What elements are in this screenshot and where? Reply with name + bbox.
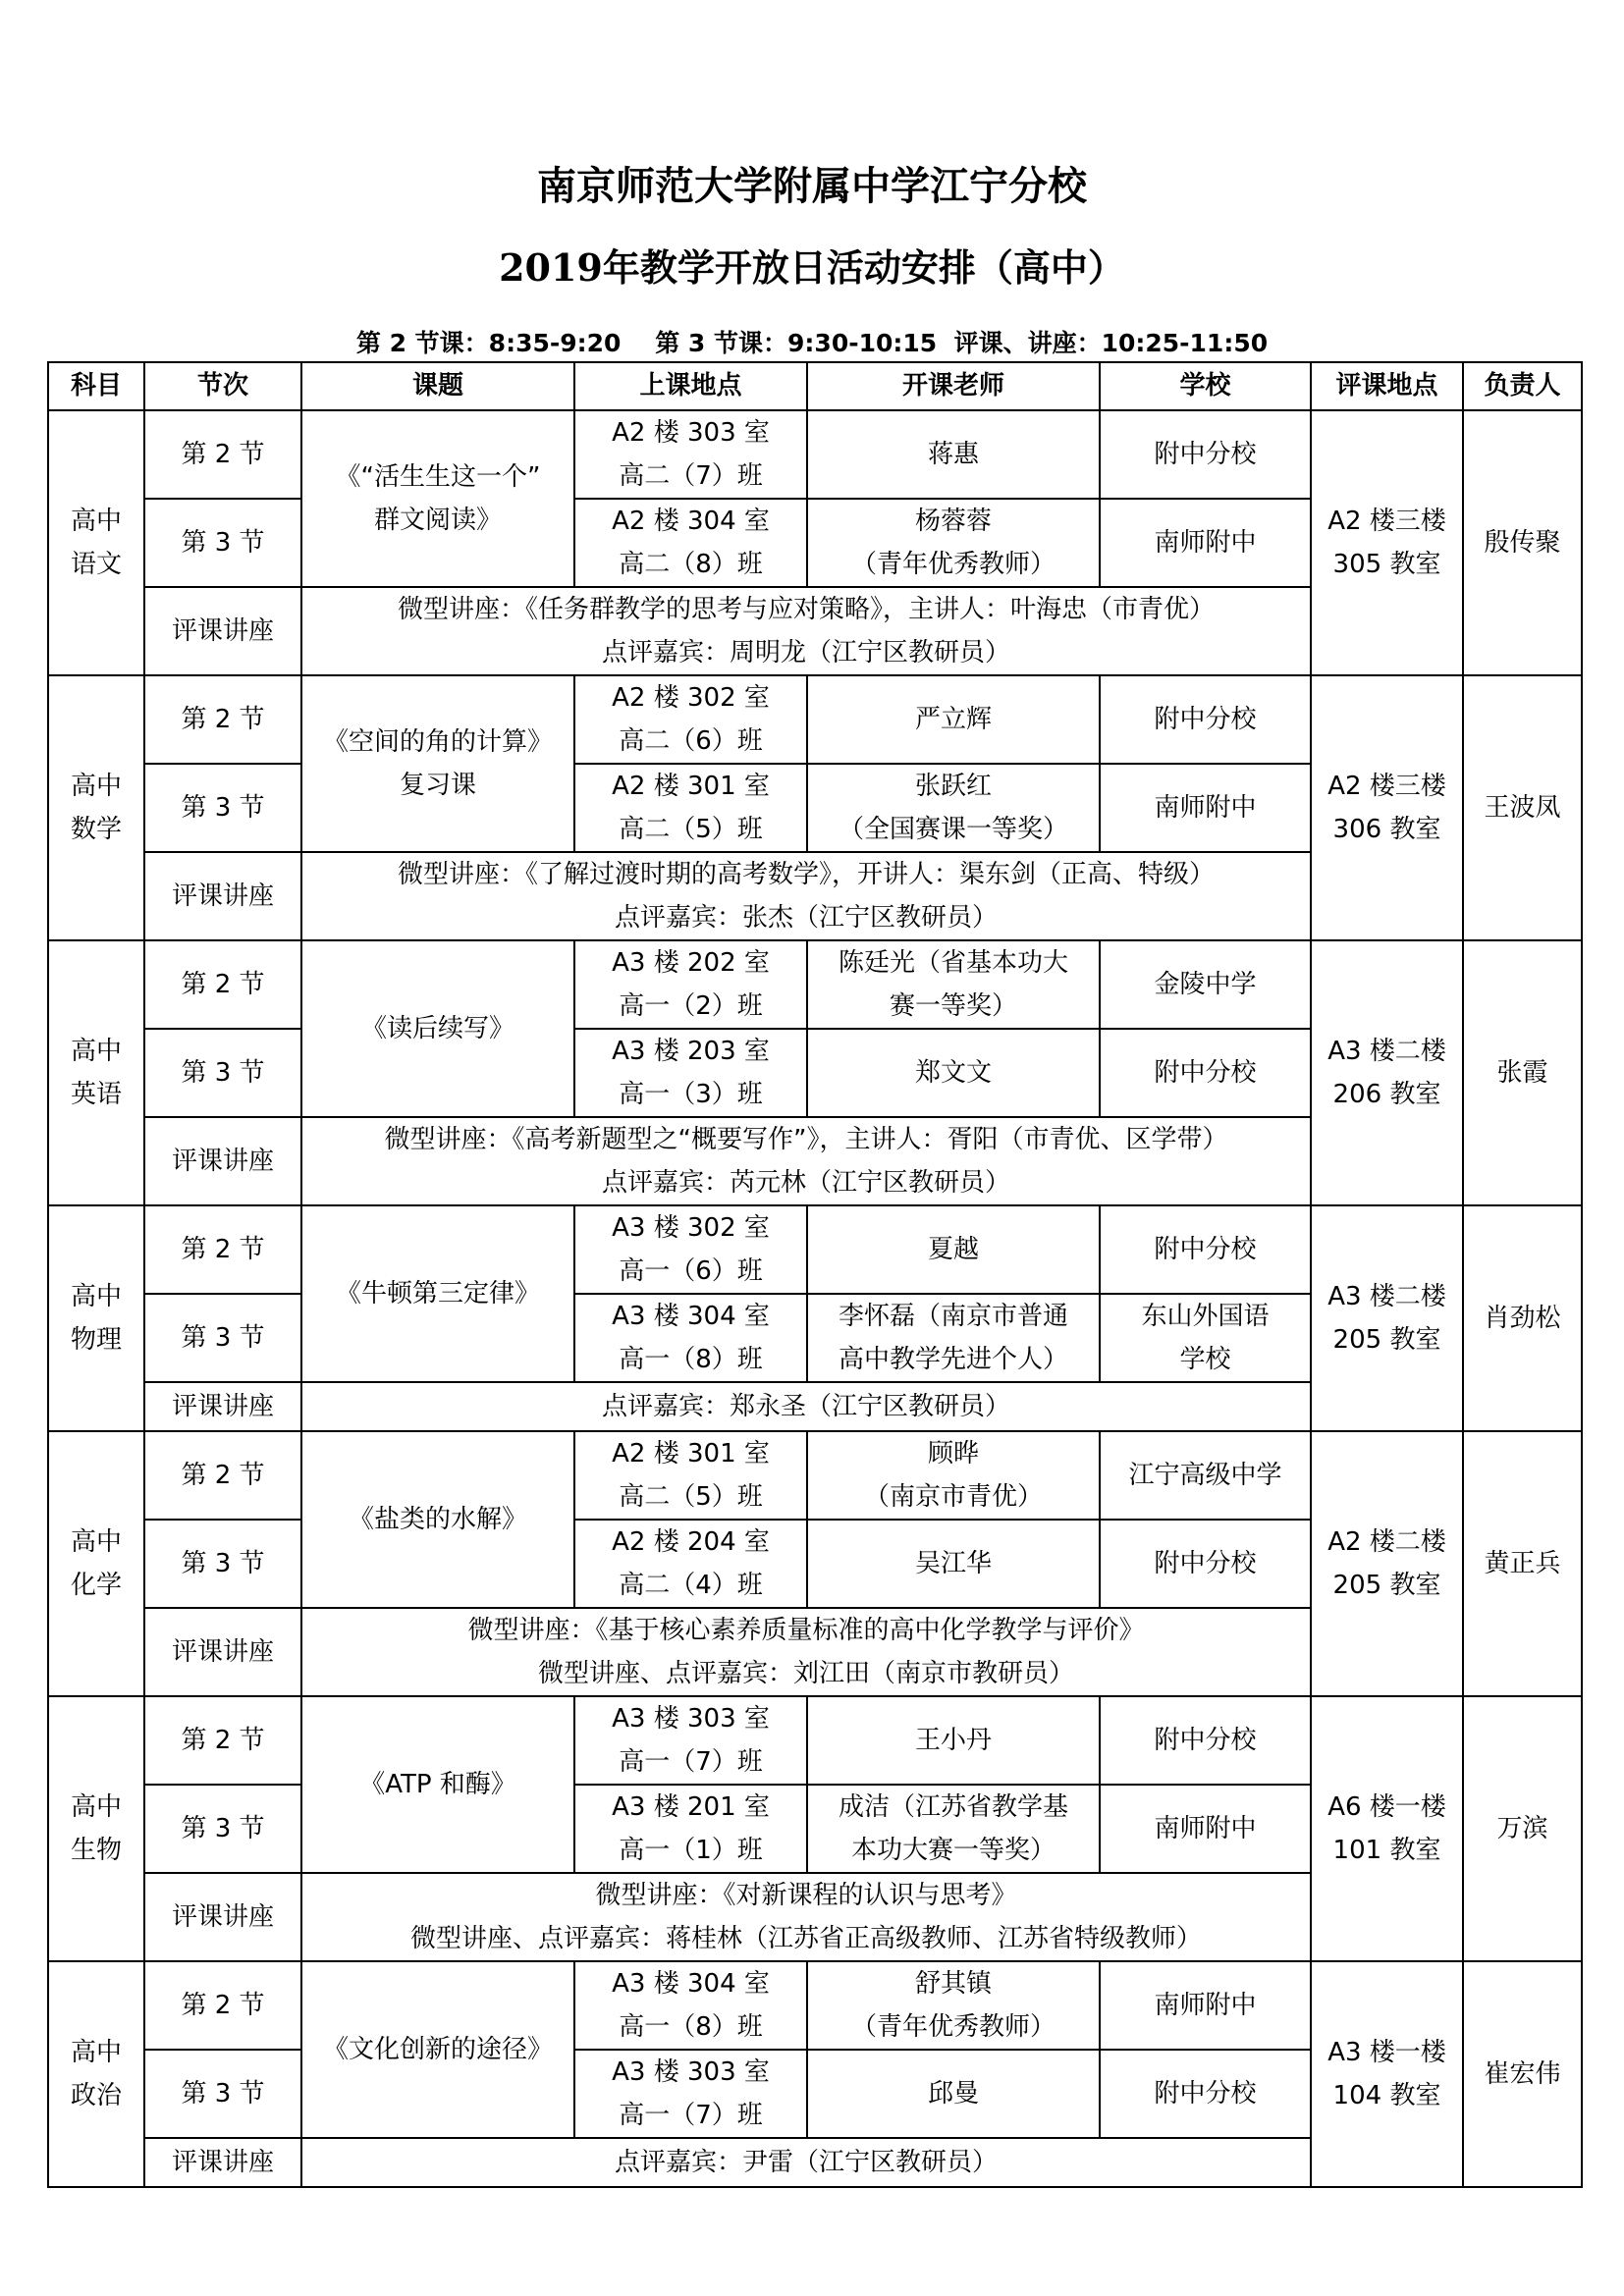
review-cell <box>301 2138 1311 2187</box>
subject-cell-line: 高中 <box>70 1037 122 1066</box>
review-location-cell-line: A3 楼二楼 <box>1327 1282 1446 1311</box>
subject-cell <box>48 1205 144 1431</box>
teacher-cell-line: 赛一等奖） <box>889 991 1017 1021</box>
review-cell-line: 点评嘉宾：郑永圣（江宁区教研员） <box>601 1392 1010 1421</box>
period-label: 第 3 节 <box>144 1029 301 1117</box>
period-label: 第 3 节 <box>144 499 301 587</box>
topic-cell <box>301 675 574 852</box>
header-cell: 科目 <box>48 362 144 410</box>
period-label: 第 2 节 <box>144 410 301 499</box>
teacher-cell-line: 李怀磊（南京市普通 <box>838 1302 1068 1331</box>
school-cell-line: 附中分校 <box>1154 2079 1257 2109</box>
room-cell-line: 高一（2）班 <box>619 991 763 1021</box>
topic-cell-line: 《空间的角的计算》 <box>322 727 553 757</box>
room-cell <box>574 1294 807 1382</box>
subject-cell-line: 高中 <box>70 772 122 801</box>
teacher-cell-line: 吴江华 <box>914 1549 992 1578</box>
subject-cell <box>48 1431 144 1696</box>
room-cell-line: 高二（5）班 <box>619 815 763 844</box>
room-cell-line: 高二（8）班 <box>619 550 763 579</box>
room-cell-line: 高二（7）班 <box>619 461 763 491</box>
period-label: 第 2 节 <box>144 675 301 764</box>
review-cell-line: 微型讲座：《高考新题型之“概要写作”》，主讲人：胥阳（市青优、区学带） <box>384 1125 1228 1154</box>
school-cell-line: 学校 <box>1179 1345 1231 1374</box>
review-cell-line: 微型讲座：《对新课程的认识与思考》 <box>595 1881 1017 1910</box>
review-location-cell-line: 104 教室 <box>1332 2081 1441 2110</box>
room-cell <box>574 675 807 764</box>
review-location-cell-line: A6 楼一楼 <box>1327 1792 1446 1822</box>
review-location-cell-line: A3 楼一楼 <box>1327 2038 1446 2067</box>
person-in-charge: 王波凤 <box>1463 675 1582 940</box>
room-cell-line: A3 楼 304 室 <box>612 1969 770 1999</box>
review-location-cell-line: 205 教室 <box>1332 1571 1441 1600</box>
person-in-charge: 崔宏伟 <box>1463 1961 1582 2187</box>
topic-cell <box>301 1696 574 1873</box>
teacher-cell-line: （青年优秀教师） <box>850 2012 1056 2042</box>
room-cell-line: 高一（3）班 <box>619 1080 763 1109</box>
room-cell <box>574 410 807 499</box>
review-cell-line: 点评嘉宾：芮元林（江宁区教研员） <box>601 1168 1010 1198</box>
subject-cell <box>48 940 144 1205</box>
room-cell-line: A2 楼 301 室 <box>612 1439 770 1468</box>
review-location-cell-line: A2 楼三楼 <box>1327 507 1446 536</box>
teacher-cell <box>807 1029 1100 1117</box>
period-label: 评课讲座 <box>144 2138 301 2187</box>
review-location-cell <box>1311 1431 1463 1696</box>
period-label: 评课讲座 <box>144 1117 301 1205</box>
school-cell-line: 附中分校 <box>1154 1235 1257 1264</box>
subject-row-period-2 <box>48 940 1582 1029</box>
teacher-cell-line: （青年优秀教师） <box>850 550 1056 579</box>
topic-cell <box>301 1961 574 2138</box>
review-cell-line: 点评嘉宾：周明龙（江宁区教研员） <box>601 638 1010 667</box>
header-cell: 学校 <box>1100 362 1311 410</box>
room-cell-line: 高二（4）班 <box>619 1571 763 1600</box>
room-cell-line: A2 楼 304 室 <box>612 507 770 536</box>
teacher-cell-line: （全国赛课一等奖） <box>838 815 1068 844</box>
document-title: 南京师范大学附属中学江宁分校 <box>537 163 1087 209</box>
room-cell-line: A3 楼 203 室 <box>612 1037 770 1066</box>
period-label: 第 3 节 <box>144 1294 301 1382</box>
review-location-cell-line: A2 楼二楼 <box>1327 1527 1446 1557</box>
subject-cell-line: 高中 <box>70 1282 122 1311</box>
room-cell-line: 高一（7）班 <box>619 2101 763 2130</box>
review-cell <box>301 1117 1311 1205</box>
subject-cell-line: 高中 <box>70 2038 122 2067</box>
teacher-cell <box>807 1696 1100 1785</box>
subject-cell-line: 生物 <box>70 1836 122 1865</box>
person-in-charge: 殷传聚 <box>1463 410 1582 675</box>
header-cell: 开课老师 <box>807 362 1100 410</box>
room-cell <box>574 1205 807 1294</box>
school-cell-line: 南师附中 <box>1154 528 1257 558</box>
subject-row-period-2 <box>48 675 1582 764</box>
review-cell <box>301 1382 1311 1431</box>
activity-table <box>47 361 1583 2188</box>
subject-cell-line: 物理 <box>70 1325 122 1355</box>
period-label: 第 2 节 <box>144 1696 301 1785</box>
teacher-cell <box>807 1431 1100 1520</box>
topic-cell-line: 群文阅读》 <box>373 506 502 535</box>
teacher-cell-line: 郑文文 <box>914 1058 992 1088</box>
teacher-cell <box>807 2050 1100 2138</box>
topic-cell-line: 《ATP 和酶》 <box>359 1770 516 1799</box>
school-cell <box>1100 2050 1311 2138</box>
review-cell-line: 微型讲座：《基于核心素养质量标准的高中化学教学与评价》 <box>467 1616 1145 1645</box>
school-cell <box>1100 1205 1311 1294</box>
review-location-cell-line: 305 教室 <box>1332 550 1441 579</box>
school-cell <box>1100 410 1311 499</box>
school-cell <box>1100 940 1311 1029</box>
teacher-cell-line: 王小丹 <box>914 1726 992 1755</box>
subject-cell-line: 高中 <box>70 1792 122 1822</box>
review-location-cell-line: 306 教室 <box>1332 815 1441 844</box>
topic-cell-line: 《盐类的水解》 <box>348 1505 527 1534</box>
person-in-charge: 万滨 <box>1463 1696 1582 1961</box>
topic-cell <box>301 940 574 1117</box>
header-cell: 负责人 <box>1463 362 1582 410</box>
review-cell <box>301 587 1311 675</box>
period-label: 评课讲座 <box>144 1873 301 1961</box>
school-cell-line: 南师附中 <box>1154 1991 1257 2020</box>
subject-cell-line: 英语 <box>70 1080 122 1109</box>
review-cell-line: 微型讲座：《了解过渡时期的高考数学》，开讲人：渠东剑（正高、特级） <box>397 860 1215 889</box>
room-cell-line: 高一（8）班 <box>619 1345 763 1374</box>
room-cell-line: 高一（6）班 <box>619 1256 763 1286</box>
subject-row-period-2 <box>48 1696 1582 1785</box>
room-cell-line: 高二（6）班 <box>619 726 763 756</box>
room-cell-line: A3 楼 303 室 <box>612 1704 770 1734</box>
school-cell-line: 南师附中 <box>1154 1814 1257 1843</box>
header-cell: 节次 <box>144 362 301 410</box>
school-cell <box>1100 1961 1311 2050</box>
review-location-cell <box>1311 410 1463 675</box>
school-cell-line: 附中分校 <box>1154 705 1257 734</box>
topic-cell-line: 《“活生生这一个” <box>335 462 541 492</box>
teacher-cell-line: 张跃红 <box>914 772 992 801</box>
topic-cell-line: 《文化创新的途径》 <box>322 2035 553 2064</box>
topic-cell <box>301 1205 574 1382</box>
topic-cell <box>301 1431 574 1608</box>
school-cell <box>1100 499 1311 587</box>
document-subtitle: 2019年教学开放日活动安排（高中） <box>499 245 1125 290</box>
subject-row-period-2 <box>48 1205 1582 1294</box>
subject-row-period-2 <box>48 1961 1582 2050</box>
teacher-cell <box>807 764 1100 852</box>
person-in-charge: 肖劲松 <box>1463 1205 1582 1431</box>
review-location-cell-line: A2 楼三楼 <box>1327 772 1446 801</box>
teacher-cell <box>807 1205 1100 1294</box>
teacher-cell-line: 顾晔 <box>927 1439 979 1468</box>
teacher-cell <box>807 1961 1100 2050</box>
review-cell-line: 微型讲座、点评嘉宾：蒋桂林（江苏省正高级教师、江苏省特级教师） <box>409 1924 1202 1953</box>
schedule-times: 第 2 节课：8:35-9:20 第 3 节课：9:30-10:15 评课、讲座：10:25-11:50 <box>355 329 1269 357</box>
school-cell-line: 附中分校 <box>1154 1726 1257 1755</box>
period-label: 第 2 节 <box>144 1431 301 1520</box>
teacher-cell <box>807 675 1100 764</box>
subject-cell-line: 数学 <box>70 815 122 844</box>
subject-cell-line: 高中 <box>70 507 122 536</box>
period-label: 第 2 节 <box>144 1961 301 2050</box>
subject-cell <box>48 675 144 940</box>
topic-cell-line: 《牛顿第三定律》 <box>335 1279 540 1308</box>
room-cell <box>574 940 807 1029</box>
teacher-cell <box>807 499 1100 587</box>
school-cell-line: 附中分校 <box>1154 1058 1257 1088</box>
review-location-cell <box>1311 1961 1463 2187</box>
person-in-charge: 黄正兵 <box>1463 1431 1582 1696</box>
school-cell <box>1100 1520 1311 1608</box>
room-cell <box>574 1785 807 1873</box>
period-label: 评课讲座 <box>144 587 301 675</box>
room-cell-line: A3 楼 201 室 <box>612 1792 770 1822</box>
review-cell <box>301 1608 1311 1696</box>
teacher-cell <box>807 410 1100 499</box>
room-cell-line: A2 楼 303 室 <box>612 418 770 448</box>
school-cell <box>1100 1294 1311 1382</box>
school-cell <box>1100 1696 1311 1785</box>
review-location-cell <box>1311 940 1463 1205</box>
topic-cell <box>301 410 574 587</box>
review-location-cell-line: 206 教室 <box>1332 1080 1441 1109</box>
review-location-cell <box>1311 1696 1463 1961</box>
teacher-cell <box>807 1785 1100 1873</box>
room-cell <box>574 1696 807 1785</box>
school-cell-line: 附中分校 <box>1154 1549 1257 1578</box>
topic-cell-line: 《读后续写》 <box>360 1014 514 1043</box>
school-cell <box>1100 1431 1311 1520</box>
period-label: 评课讲座 <box>144 1608 301 1696</box>
teacher-cell <box>807 1294 1100 1382</box>
header-cell: 课题 <box>301 362 574 410</box>
room-cell-line: A3 楼 302 室 <box>612 1213 770 1243</box>
teacher-cell-line: 蒋惠 <box>927 440 979 469</box>
header-cell: 评课地点 <box>1311 362 1463 410</box>
teacher-cell-line: 杨蓉蓉 <box>914 507 992 536</box>
room-cell-line: 高一（7）班 <box>619 1747 763 1777</box>
subject-cell-line: 政治 <box>70 2081 122 2110</box>
room-cell <box>574 1961 807 2050</box>
subject-row-period-2 <box>48 1431 1582 1520</box>
topic-cell-line: 复习课 <box>399 771 476 800</box>
teacher-cell-line: 舒其镇 <box>914 1969 992 1999</box>
room-cell-line: 高一（8）班 <box>619 2012 763 2042</box>
review-location-cell <box>1311 675 1463 940</box>
header-cell: 上课地点 <box>574 362 807 410</box>
review-cell-line: 微型讲座：《任务群教学的思考与应对策略》，主讲人：叶海忠（市青优） <box>397 595 1215 624</box>
period-label: 第 3 节 <box>144 2050 301 2138</box>
period-label: 第 2 节 <box>144 940 301 1029</box>
teacher-cell <box>807 1520 1100 1608</box>
table-body <box>48 410 1582 2187</box>
period-label: 第 3 节 <box>144 764 301 852</box>
school-cell <box>1100 1785 1311 1873</box>
period-label: 第 2 节 <box>144 1205 301 1294</box>
room-cell <box>574 764 807 852</box>
room-cell-line: A2 楼 301 室 <box>612 772 770 801</box>
room-cell <box>574 499 807 587</box>
header-row <box>48 362 1582 410</box>
subject-cell <box>48 410 144 675</box>
subject-cell <box>48 1696 144 1961</box>
review-cell-line: 微型讲座、点评嘉宾：刘江田（南京市教研员） <box>537 1659 1074 1688</box>
school-cell-line: 附中分校 <box>1154 440 1257 469</box>
room-cell <box>574 2050 807 2138</box>
review-location-cell-line: A3 楼二楼 <box>1327 1037 1446 1066</box>
period-label: 评课讲座 <box>144 852 301 940</box>
school-cell-line: 金陵中学 <box>1154 970 1257 999</box>
room-cell <box>574 1431 807 1520</box>
room-cell-line: A2 楼 204 室 <box>612 1527 770 1557</box>
subject-cell-line: 高中 <box>70 1527 122 1557</box>
teacher-cell-line: 严立辉 <box>914 705 992 734</box>
teacher-cell-line: 成洁（江苏省教学基 <box>838 1792 1068 1822</box>
teacher-cell-line: （南京市青优） <box>863 1482 1043 1512</box>
person-in-charge: 张霞 <box>1463 940 1582 1205</box>
subject-cell <box>48 1961 144 2187</box>
room-cell-line: 高二（5）班 <box>619 1482 763 1512</box>
teacher-cell <box>807 940 1100 1029</box>
school-cell <box>1100 1029 1311 1117</box>
teacher-cell-line: 本功大赛一等奖） <box>850 1836 1056 1865</box>
school-cell-line: 江宁高级中学 <box>1128 1461 1282 1490</box>
review-cell <box>301 852 1311 940</box>
teacher-cell-line: 邱曼 <box>927 2079 979 2109</box>
room-cell-line: A3 楼 303 室 <box>612 2057 770 2087</box>
period-label: 评课讲座 <box>144 1382 301 1431</box>
period-label: 第 3 节 <box>144 1520 301 1608</box>
room-cell-line: A3 楼 304 室 <box>612 1302 770 1331</box>
room-cell-line: A2 楼 302 室 <box>612 683 770 713</box>
review-location-cell-line: 101 教室 <box>1332 1836 1441 1865</box>
school-cell <box>1100 675 1311 764</box>
school-cell-line: 南师附中 <box>1154 793 1257 823</box>
subject-row-period-2 <box>48 410 1582 499</box>
review-cell-line: 点评嘉宾：张杰（江宁区教研员） <box>614 903 998 933</box>
period-label: 第 3 节 <box>144 1785 301 1873</box>
room-cell-line: 高一（1）班 <box>619 1836 763 1865</box>
room-cell <box>574 1029 807 1117</box>
subject-cell-line: 化学 <box>70 1571 122 1600</box>
school-cell-line: 东山外国语 <box>1141 1302 1270 1331</box>
subject-cell-line: 语文 <box>70 550 122 579</box>
review-cell-line: 点评嘉宾：尹雷（江宁区教研员） <box>614 2148 998 2177</box>
room-cell <box>574 1520 807 1608</box>
teacher-cell-line: 夏越 <box>927 1235 979 1264</box>
review-location-cell-line: 205 教室 <box>1332 1325 1441 1355</box>
review-cell <box>301 1873 1311 1961</box>
room-cell-line: A3 楼 202 室 <box>612 948 770 978</box>
teacher-cell-line: 陈廷光（省基本功大 <box>838 948 1068 978</box>
review-location-cell <box>1311 1205 1463 1431</box>
teacher-cell-line: 高中教学先进个人） <box>838 1345 1068 1374</box>
school-cell <box>1100 764 1311 852</box>
